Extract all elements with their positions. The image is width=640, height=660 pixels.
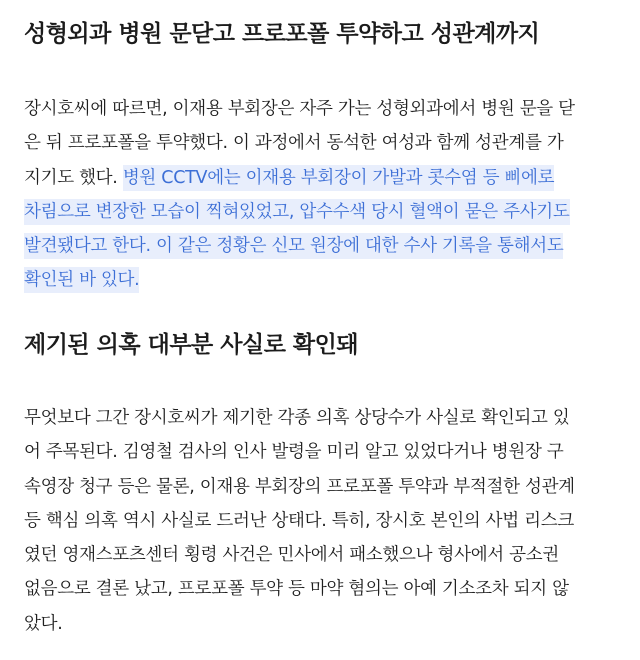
- highlighted-text: 확인된 바 있다.: [24, 267, 139, 293]
- plain-text: 지기도 했다.: [24, 167, 123, 188]
- highlighted-text: 차림으로 변장한 모습이 찍혀있었고, 압수수색 당시 혈액이 묻은 주사기도: [24, 199, 570, 225]
- paragraph-line: 였던 영재스포츠센터 횡령 사건은 민사에서 패소했으나 형사에서 공소권: [24, 545, 559, 566]
- section-heading-surgery: 성형외과 병원 문닫고 프로포폴 투약하고 성관계까지: [24, 21, 540, 47]
- paragraph-line: 속영장 청구 등은 물론, 이재용 부회장의 프로포폴 투약과 부적절한 성관계: [24, 476, 575, 497]
- paragraph-surgery: [24, 92, 624, 298]
- paragraph-line: [24, 161, 624, 195]
- paragraph-line: [24, 229, 624, 263]
- paragraph-line: 았다.: [24, 613, 63, 634]
- paragraph-line: 등 핵심 의혹 역시 사실로 드러난 상태다. 특히, 장시호 본인의 사법 리스크: [24, 510, 574, 531]
- paragraph-line: 무엇보다 그간 장시호씨가 제기한 각종 의혹 상당수가 사실로 확인되고 있: [24, 408, 570, 428]
- highlighted-text: 발견됐다고 한다. 이 같은 정황은 신모 원장에 대한 수사 기록을 통해서도: [24, 233, 563, 259]
- highlighted-text: 병원 CCTV에는 이재용 부회장이 가발과 콧수염 등 삐에로: [123, 165, 554, 191]
- paragraph-allegations: [24, 401, 624, 641]
- paragraph-line: [24, 195, 624, 229]
- paragraph-line: 장시호씨에 따르면, 이재용 부회장은 자주 가는 성형외과에서 병원 문을 닫: [24, 99, 575, 119]
- paragraph-line: 어 주목된다. 김영철 검사의 인사 발령을 미리 알고 있었다거나 병원장 구: [24, 442, 564, 463]
- paragraph-line: 은 뒤 프로포폴을 투약했다. 이 과정에서 동석한 여성과 함께 성관계를 가: [24, 133, 564, 154]
- section-heading-allegations: 제기된 의혹 대부분 사실로 확인돼: [24, 332, 359, 358]
- paragraph-line: [24, 263, 624, 297]
- paragraph-line: 없음으로 결론 났고, 프로포폴 투약 등 마약 혐의는 아예 기소조차 되지 않: [24, 579, 569, 600]
